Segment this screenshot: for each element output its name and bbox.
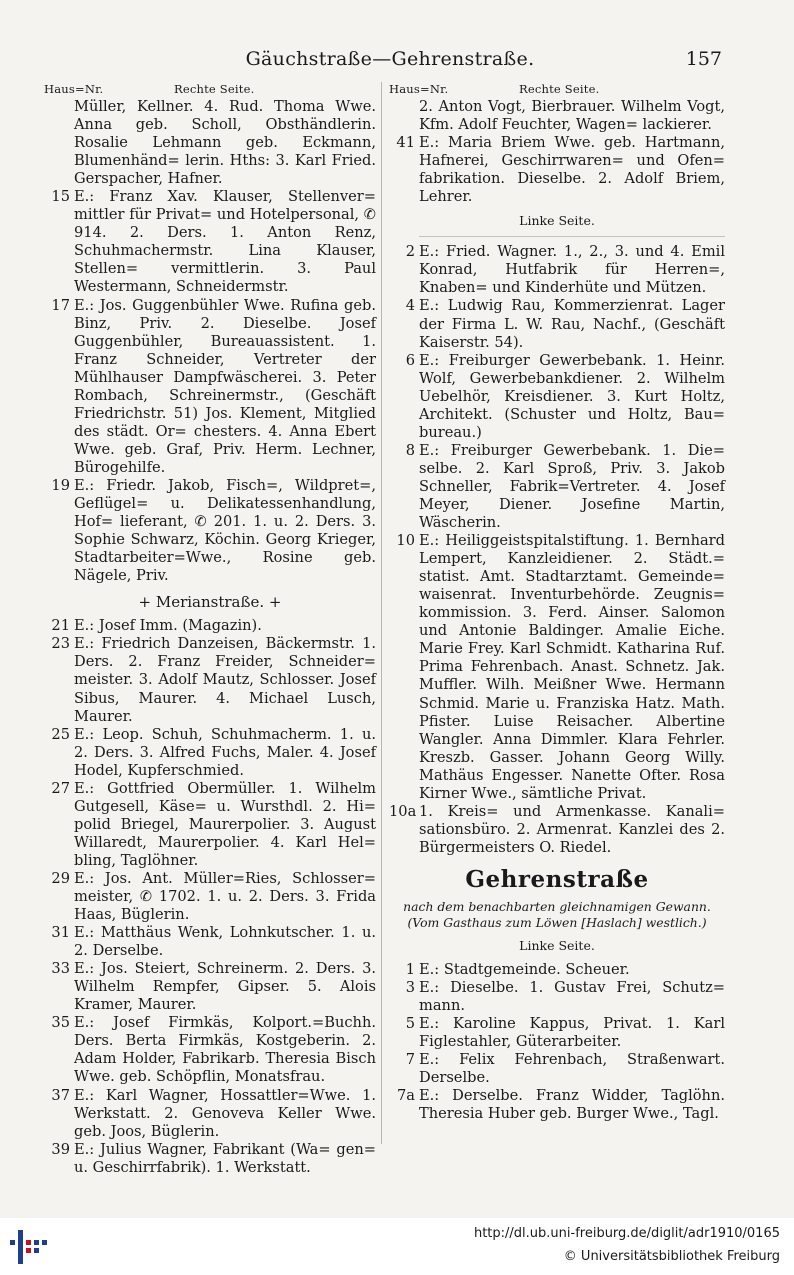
- entry-text: E.: Friedr. Jakob, Fisch=, Wildpret=, Geflügel= u. Delikatessenhandlung, Hof= lieferant, ✆ 201. 1. u. 2. Ders. 3. Sophie Schwarz, Köchin. Georg Krieger, Stadtarbeiter=Wwe., Rosine geb. Nägele, Priv.: [74, 476, 376, 585]
- address-entry: [389, 1051, 725, 1087]
- house-number: 1: [405, 961, 415, 979]
- address-entry: [389, 98, 725, 134]
- entry-text: E.: Jos. Steiert, Schreinerm. 2. Ders. 3. Wilhelm Rempfer, Gipser. 5. Alois Kramer, Maurer.: [74, 960, 376, 1014]
- address-entry: [44, 98, 376, 188]
- address-entry: [44, 1014, 376, 1086]
- column-divider: [381, 82, 382, 1144]
- house-number: 35: [51, 1014, 70, 1032]
- separator-rule: [419, 236, 725, 237]
- address-entry: [44, 780, 376, 870]
- address-entry: [44, 924, 376, 960]
- street-description-2: (Vom Gasthaus zum Löwen [Haslach] westlich.): [407, 914, 707, 930]
- entry-text: E.: Gottfried Obermüller. 1. Wilhelm Gutgesell, Käse= u. Wursthdl. 2. Hi= polid Briegel, Maurerpolier. 3. August Willaredt, Maurerpolier. 4. Karl Hel= bling, Taglöhner.: [74, 779, 376, 869]
- address-entry: [44, 726, 376, 780]
- house-number: 7a: [397, 1087, 415, 1105]
- entry-text: E.: Karl Wagner, Hossattler=Wwe. 1. Werkstatt. 2. Genoveva Keller Wwe. geb. Joos, Büglerin.: [74, 1086, 376, 1140]
- hausnr-label: Haus=Nr.: [44, 82, 104, 96]
- entry-text: E.: Fried. Wagner. 1., 2., 3. und 4. Emil Konrad, Hutfabrik für Herren=, Knaben= und Kinderhüte und Mützen.: [419, 243, 725, 297]
- entry-text: E.: Stadtgemeinde. Scheuer.: [419, 961, 630, 979]
- house-number: 8: [405, 441, 415, 459]
- entry-text: 1. Kreis= und Armenkasse. Kanali= sationsbüro. 2. Armenrat. Kanzlei des 2. Bürgermeisters O. Riedel.: [419, 802, 725, 856]
- running-head: [0, 48, 794, 78]
- page-title: Gäuchstraße—Gehrenstraße.: [245, 48, 535, 70]
- entry-text: E.: Freiburger Gewerbebank. 1. Heinr. Wolf, Gewerbebankdiener. 2. Wilhelm Uebelhör, Kreisdiener. 3. Kurt Holtz, Architekt. (Schuster und Holtz, Bau= bureau.): [419, 351, 725, 441]
- house-number: 19: [51, 476, 70, 494]
- footer-bar: [0, 1218, 794, 1275]
- side-label: Rechte Seite.: [174, 82, 255, 96]
- house-number: 4: [405, 297, 415, 315]
- entry-text: E.: Jos. Guggenbühler Wwe. Rufina geb. Binz, Priv. 2. Dieselbe. Josef Guggenbühler, Bureauassistent. 1. Franz Schneider, Vertreter der Mühlhauser Dampfwäscherei. 3. Peter Rombach, Schreinermstr., (Geschäft Friedrichstr. 51) Jos. Klement, Mitglied des städt. Or= chesters. 4. Anna Ebert Wwe. geb. Graf, Priv. Herm. Lechner, Bürogehilfe.: [74, 296, 376, 476]
- house-number: 5: [405, 1015, 415, 1033]
- house-number: 15: [51, 188, 70, 206]
- house-number: 6: [405, 351, 415, 369]
- entry-text: E.: Matthäus Wenk, Lohnkutscher. 1. u. 2. Derselbe.: [74, 924, 376, 960]
- entry-text: 2. Anton Vogt, Bierbrauer. Wilhelm Vogt, Kfm. Adolf Feuchter, Wagen= lackierer.: [419, 98, 725, 134]
- right-entries: [389, 98, 725, 206]
- entry-text: E.: Karoline Kappus, Privat. 1. Karl Figlestahler, Güterarbeiter.: [419, 1015, 725, 1051]
- right-entries-3: [389, 961, 725, 1123]
- house-number: 23: [51, 635, 70, 653]
- entry-text: E.: Franz Xav. Klauser, Stellenver= mittler für Privat= und Hotelpersonal, ✆ 914. 2. Ders. 1. Anton Renz, Schuhmachermstr. Lina Klauser, Stellen= vermittlerin. 3. Paul Westermann, Schneidermstr.: [74, 188, 376, 296]
- house-number: 17: [51, 296, 70, 314]
- hausnr-label: Haus=Nr.: [389, 82, 449, 96]
- address-entry: [389, 243, 725, 297]
- right-column: [389, 80, 725, 1123]
- street-title: Gehrenstraße: [465, 865, 649, 893]
- entry-text: E.: Julius Wagner, Fabrikant (Wa= gen= u. Geschirrfabrik). 1. Werkstatt.: [74, 1140, 376, 1176]
- house-number: 10: [396, 532, 415, 550]
- section-heading: Linke Seite.: [519, 213, 595, 229]
- address-entry: [389, 352, 725, 442]
- right-entries-2: [389, 243, 725, 857]
- address-entry: [44, 297, 376, 477]
- entry-text: E.: Leop. Schuh, Schuhmacherm. 1. u. 2. Ders. 3. Alfred Fuchs, Maler. 4. Josef Hodel, Kupferschmied.: [74, 725, 376, 779]
- page-number: 157: [685, 48, 722, 70]
- address-entry: [389, 532, 725, 803]
- source-url-link[interactable]: http://dl.ub.uni-freiburg.de/diglit/adr1910/0165: [473, 1226, 780, 1241]
- house-number: 29: [51, 869, 70, 887]
- house-number: 25: [51, 725, 70, 743]
- house-number: 37: [51, 1086, 70, 1104]
- house-number: 27: [51, 779, 70, 797]
- entry-text: Müller, Kellner. 4. Rud. Thoma Wwe. Anna geb. Scholl, Obsthändlerin. Rosalie Lehmann geb. Eckmann, Blumenhänd= lerin. Hths: 3. Karl Fried. Gerspacher, Hafner.: [74, 98, 376, 188]
- address-entry: [44, 870, 376, 924]
- address-entry: [44, 188, 376, 296]
- entry-text: E.: Ludwig Rau, Kommerzienrat. Lager der Firma L. W. Rau, Nachf., (Geschäft Kaiserstr. 54).: [419, 297, 725, 351]
- left-entries-2: [44, 617, 376, 1176]
- address-entry: [44, 1141, 376, 1177]
- address-entry: [389, 134, 725, 206]
- address-entry: [389, 297, 725, 351]
- house-number: 3: [405, 979, 415, 997]
- ub-freiburg-logo-icon: [8, 1226, 50, 1268]
- entry-text: E.: Derselbe. Franz Widder, Taglöhn. Theresia Huber geb. Burger Wwe., Tagl.: [419, 1087, 725, 1123]
- address-entry: [44, 960, 376, 1014]
- address-entry: [389, 1087, 725, 1123]
- column-header: [389, 80, 725, 98]
- entry-text: E.: Freiburger Gewerbebank. 1. Die= selbe. 2. Karl Sproß, Priv. 3. Jakob Schneller, Fabrik=Vertreter. 4. Josef Meyer, Diener. Josefine Martin, Wäscherin.: [419, 441, 725, 532]
- column-header: [44, 80, 376, 98]
- address-entry: [44, 635, 376, 725]
- entry-text: E.: Dieselbe. 1. Gustav Frei, Schutz= mann.: [419, 979, 725, 1015]
- house-number: 33: [51, 960, 70, 978]
- copyright-text: © Universitätsbibliothek Freiburg: [563, 1249, 780, 1264]
- address-entry: [44, 1087, 376, 1141]
- entry-text: E.: Jos. Ant. Müller=Ries, Schlosser= meister, ✆ 1702. 1. u. 2. Ders. 3. Frida Haas, Büglerin.: [74, 869, 376, 924]
- side-label: Rechte Seite.: [519, 82, 600, 96]
- address-entry: [389, 979, 725, 1015]
- house-number: 21: [51, 617, 70, 635]
- address-entry: [44, 617, 376, 635]
- house-number: 39: [51, 1140, 70, 1158]
- address-entry: [389, 803, 725, 857]
- entry-text: E.: Josef Imm. (Magazin).: [74, 617, 262, 635]
- left-column: [44, 80, 376, 1177]
- street-description: nach dem benachbarten gleichnamigen Gewann.: [403, 898, 711, 914]
- cross-street-divider: + Merianstraße. +: [138, 593, 282, 612]
- entry-text: E.: Maria Briem Wwe. geb. Hartmann, Hafnerei, Geschirrwaren= und Ofen= fabrikation. Dieselbe. 2. Adolf Briem, Lehrer.: [419, 134, 725, 206]
- entry-text: E.: Felix Fehrenbach, Straßenwart. Derselbe.: [419, 1051, 725, 1087]
- house-number: 2: [405, 243, 415, 261]
- house-number: 7: [405, 1051, 415, 1069]
- entry-text: E.: Friedrich Danzeisen, Bäckermstr. 1. Ders. 2. Franz Freider, Schneider= meister. 3. Adolf Mautz, Schlosser. Josef Sibus, Maurer. 4. Michael Lusch, Maurer.: [74, 635, 376, 725]
- house-number: 31: [51, 924, 70, 942]
- address-entry: [389, 961, 725, 979]
- section-heading-2: Linke Seite.: [519, 937, 595, 953]
- house-number: 41: [396, 134, 415, 152]
- address-entry: [44, 477, 376, 585]
- address-entry: [389, 1015, 725, 1051]
- entry-text: E.: Heiliggeistspitalstiftung. 1. Bernhard Lempert, Kanzleidiener. 2. Städt.= statist. Amt. Stadtarztamt. Gemeinde= waisenrat. Inventurbehörde. Zeugnis= kommission. 3. Ferd. Ainser. Salomon und Antonie Baldinger. Amalie Eiche. Marie Frey. Karl Schmidt. Katharina Ruf. Prima Fehrenbach. Anast. Schnetz. Jak. Muffler. Wilh. Meißner Wwe. Hermann Schmid. Marie u. Franziska Hatz. Math. Pfister. Luise Reisacher. Albertine Wangler. Anna Dimmler. Klara Fehrler. Kreszb. Gasser. Johann Georg Willy. Mathäus Engesser. Nanette Ofter. Rosa Kirner Wwe., sämtliche Privat.: [419, 532, 725, 802]
- house-number: 10a: [389, 802, 417, 820]
- entry-text: E.: Josef Firmkäs, Kolport.=Buchh. Ders. Berta Firmkäs, Kostgeberin. 2. Adam Holder, Fabrikarb. Theresia Bisch Wwe. geb. Schöpflin, Monatsfrau.: [74, 1014, 376, 1086]
- address-entry: [389, 442, 725, 532]
- left-entries: [44, 98, 376, 585]
